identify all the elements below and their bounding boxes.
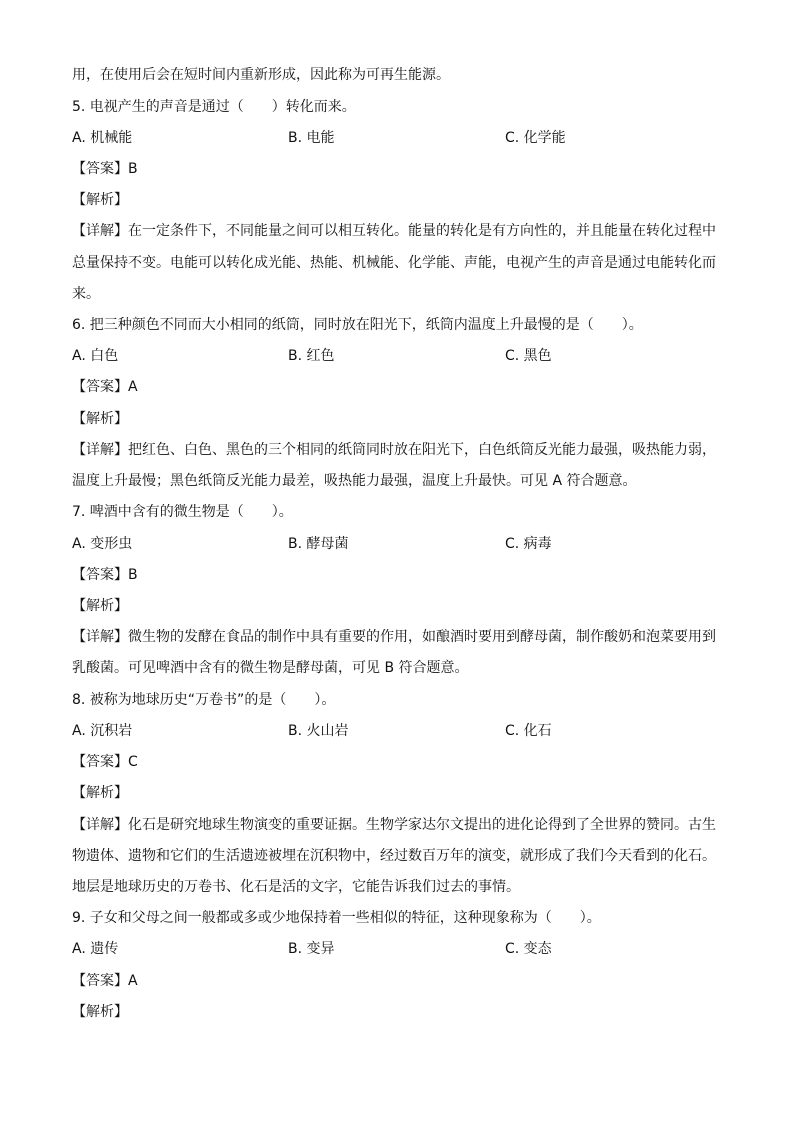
question-5-option-b: B. 电能: [288, 130, 335, 146]
question-8-option-a: A. 沉积岩: [72, 723, 133, 739]
question-7-option-b: B. 酵母菌: [288, 536, 349, 552]
question-5-option-c: C. 化学能: [505, 130, 566, 146]
question-5-option-a: A. 机械能: [72, 130, 133, 146]
question-7-option-a: A. 变形虫: [72, 536, 133, 552]
question-6-detail-line: 【详解】把红色、白色、黑色的三个相同的纸筒同时放在阳光下，白色纸筒反光能力最强，吸热能力弱，: [72, 442, 716, 458]
question-5-analysis: 【解析】: [72, 192, 128, 208]
question-5-detail-line: 来。: [72, 286, 100, 302]
question-9-stem: 9. 子女和父母之间一般都或多或少地保持着一些相似的特征，这种现象称为（ ）。: [72, 910, 601, 926]
question-5-stem: 5. 电视产生的声音是通过（ ）转化而来。: [72, 99, 356, 115]
question-8-analysis: 【解析】: [72, 785, 128, 801]
question-5-detail-line: 总量保持不变。电能可以转化成光能、热能、机械能、化学能、声能，电视产生的声音是通过电能转化而: [72, 255, 716, 271]
question-6-option-a: A. 白色: [72, 348, 119, 364]
question-8-stem: 8. 被称为地球历史“万卷书”的是（ ）。: [72, 692, 336, 708]
question-6-detail-line: 温度上升最慢；黑色纸筒反光能力最差，吸热能力最强，温度上升最快。可见 A 符合题意。: [72, 473, 637, 489]
question-7-answer: 【答案】B: [72, 567, 138, 583]
question-8-option-b: B. 火山岩: [288, 723, 349, 739]
question-6-option-b: B. 红色: [288, 348, 335, 364]
question-8-detail-line: 物遗体、遗物和它们的生活遗迹被埋在沉积物中，经过数百万年的演变，就形成了我们今天看到的化石。: [72, 848, 716, 864]
question-5-detail-line: 【详解】在一定条件下，不同能量之间可以相互转化。能量的转化是有方向性的，并且能量在转化过程中: [72, 223, 716, 239]
question-9-answer: 【答案】A: [72, 973, 138, 989]
question-8-detail-line: 地层是地球历史的万卷书、化石是活的文字，它能告诉我们过去的事情。: [72, 879, 520, 895]
question-6-answer: 【答案】A: [72, 379, 138, 395]
question-9-option-c: C. 变态: [505, 941, 552, 957]
question-9-analysis: 【解析】: [72, 1004, 128, 1020]
question-6-analysis: 【解析】: [72, 411, 128, 427]
question-5-answer: 【答案】B: [72, 161, 138, 177]
question-8-detail-line: 【详解】化石是研究地球生物演变的重要证据。生物学家达尔文提出的进化论得到了全世界的赞同。古生: [72, 817, 716, 833]
question-7-detail-line: 【详解】微生物的发酵在食品的制作中具有重要的作用，如酿酒时要用到酵母菌，制作酸奶和泡菜要用到: [72, 629, 716, 645]
intro-line: 用，在使用后会在短时间内重新形成，因此称为可再生能源。: [72, 67, 450, 83]
question-7-option-c: C. 病毒: [505, 536, 552, 552]
question-8-answer: 【答案】C: [72, 754, 138, 770]
question-9-option-a: A. 遗传: [72, 941, 119, 957]
question-7-detail-line: 乳酸菌。可见啤酒中含有的微生物是酵母菌，可见 B 符合题意。: [72, 660, 469, 676]
question-7-analysis: 【解析】: [72, 598, 128, 614]
question-6-option-c: C. 黑色: [505, 348, 552, 364]
question-6-stem: 6. 把三种颜色不同而大小相同的纸筒，同时放在阳光下，纸筒内温度上升最慢的是（ ）。: [72, 317, 643, 333]
question-8-option-c: C. 化石: [505, 723, 552, 739]
question-9-option-b: B. 变异: [288, 941, 335, 957]
question-7-stem: 7. 啤酒中含有的微生物是（ ）。: [72, 504, 293, 520]
